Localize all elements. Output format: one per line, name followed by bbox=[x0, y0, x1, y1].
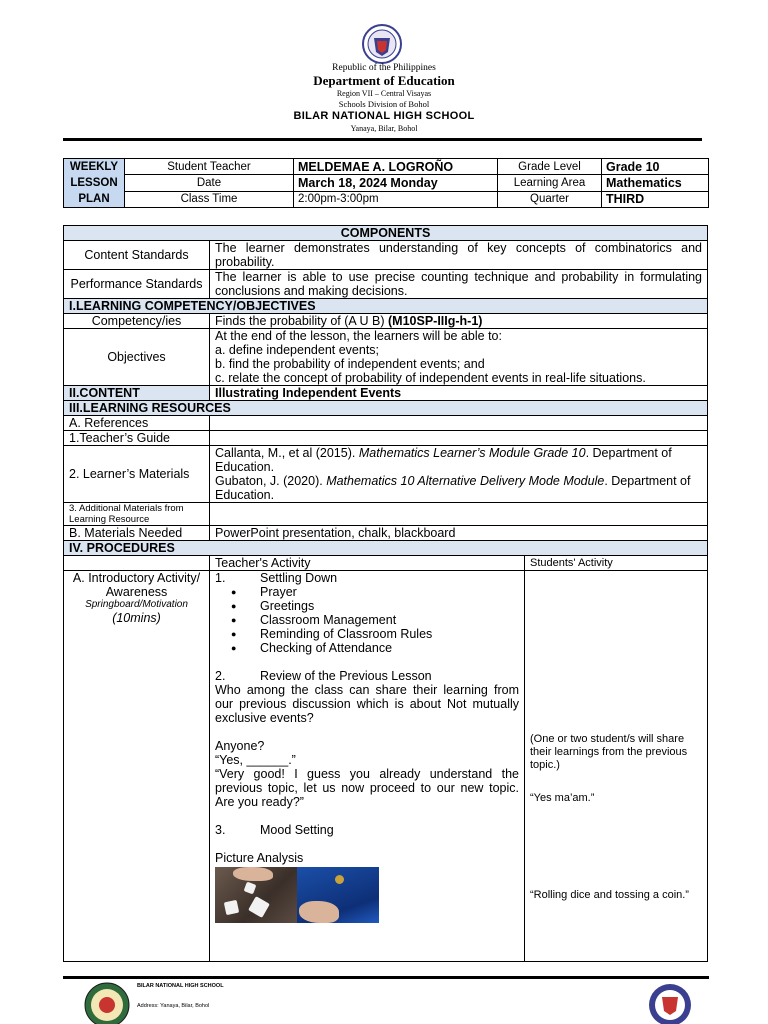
references-label: A. References bbox=[64, 416, 210, 431]
competency-text: Finds the probability of (A U B) (M10SP-IIIg-h-1) bbox=[210, 314, 708, 329]
introductory-activity-cell bbox=[64, 571, 210, 962]
section-content: II.CONTENT bbox=[64, 386, 210, 401]
quarter-value: THIRD bbox=[602, 191, 709, 207]
anyone-text: Anyone? bbox=[215, 739, 265, 753]
learning-area-label: Learning Area bbox=[498, 175, 602, 191]
grade-level-value: Grade 10 bbox=[602, 159, 709, 175]
teacher-activity-cell: 1. Settling Down ● Prayer ● Greetings ● Classroom Management ● Reminding of Classroom Rules ● Checking of Attendance 2. Review of the Previous Lesson Who among the class can share their learning from our previous discussion which is about Not mutually exclusive events? Anyone? “Yes, ______.” “Very good! I guess you already understand the previous topic, let us now proceed to our new topic. Are you ready?” 3. Mood Setting Picture Analysis bbox=[210, 571, 525, 962]
student-response-2: “Yes ma’am.” bbox=[530, 792, 595, 804]
list-item: ● Greetings bbox=[231, 599, 519, 613]
step-settling-down: Settling Down bbox=[260, 571, 338, 585]
footer-divider bbox=[63, 976, 709, 979]
step-review: Review of the Previous Lesson bbox=[260, 669, 432, 683]
section-learning-resources: III.LEARNING RESOURCES bbox=[64, 401, 708, 416]
picture-analysis-label: Picture Analysis bbox=[215, 851, 304, 865]
intro-time: (10mins) bbox=[112, 611, 161, 625]
learners-materials-label: 2. Learner’s Materials bbox=[64, 446, 210, 503]
picture-analysis-images bbox=[215, 867, 519, 923]
footer-address: Address: Yanaya, Bilar, Bohol bbox=[137, 1003, 210, 1009]
tossing-coin-image bbox=[297, 867, 379, 923]
deped-seal-logo bbox=[357, 24, 407, 64]
section-procedures: IV. PROCEDURES bbox=[64, 541, 708, 556]
header-divider bbox=[63, 138, 702, 141]
student-teacher-value: MELDEMAE A. LOGROÑO bbox=[294, 159, 498, 175]
student-response-3: “Rolling dice and tossing a coin.” bbox=[530, 889, 689, 901]
additional-materials-label: 3. Additional Materials from Learning Resource bbox=[64, 503, 210, 526]
republic-line: Republic of the Philippines bbox=[332, 63, 436, 73]
objectives-label: Objectives bbox=[64, 329, 210, 386]
students-activity-cell bbox=[525, 571, 708, 962]
school-seal-logo bbox=[76, 981, 138, 1024]
content-topic: Illustrating Independent Events bbox=[210, 386, 708, 401]
content-standards-text: The learner demonstrates understanding of key concepts of combinatorics and probability. bbox=[210, 241, 708, 270]
student-response-1: (One or two student/s will share their learnings from the previous topic.) bbox=[530, 733, 688, 771]
list-item: ● Classroom Management bbox=[231, 613, 519, 627]
settling-down-list bbox=[215, 585, 519, 655]
objectives-text: At the end of the lesson, the learners will be able to: a. define independent events; b. find the probability of independent events; and c. relate the concept of probability of independent events in real-life situations. bbox=[210, 329, 708, 386]
division-line: Schools Division of Bohol bbox=[338, 99, 430, 109]
class-time-value: 2:00pm-3:00pm bbox=[294, 191, 498, 207]
school-name: BILAR NATIONAL HIGH SCHOOL bbox=[293, 110, 475, 122]
section-learning-competency: I.LEARNING COMPETENCY/OBJECTIVES bbox=[64, 299, 708, 314]
very-good-text: “Very good! I guess you already understand the previous topic, let us now proceed to our new topic. Are you ready?” bbox=[215, 767, 519, 809]
introductory-activity-label: A. Introductory Activity/ Awareness bbox=[72, 571, 201, 599]
date-label: Date bbox=[125, 175, 294, 191]
lesson-plan-table bbox=[63, 225, 708, 962]
content-standards-label: Content Standards bbox=[64, 241, 210, 270]
weekly-lesson-plan-label: WEEKLY LESSON PLAN bbox=[64, 159, 125, 208]
region-line: Region VII – Central Visayas bbox=[336, 89, 432, 98]
student-teacher-label: Student Teacher bbox=[125, 159, 294, 175]
performance-standards-label: Performance Standards bbox=[64, 270, 210, 299]
department-title: Department of Education bbox=[313, 73, 455, 88]
list-item: ● Reminding of Classroom Rules bbox=[231, 627, 519, 641]
class-time-label: Class Time bbox=[125, 191, 294, 207]
deped-footer-logo bbox=[640, 981, 700, 1024]
list-item: ● Checking of Attendance bbox=[231, 641, 519, 655]
footer-school-name: BILAR NATIONAL HIGH SCHOOL bbox=[137, 983, 224, 989]
yes-blank-text: “Yes, ______.” bbox=[215, 753, 296, 767]
lesson-info-table bbox=[63, 158, 709, 208]
learning-area-value: Mathematics bbox=[602, 175, 709, 191]
quarter-label: Quarter bbox=[498, 191, 602, 207]
components-heading: COMPONENTS bbox=[64, 226, 708, 241]
rolling-dice-image bbox=[215, 867, 297, 923]
competency-label: Competency/ies bbox=[64, 314, 210, 329]
teachers-activity-heading: Teacher's Activity bbox=[210, 556, 525, 571]
step-mood-setting: Mood Setting bbox=[260, 823, 334, 837]
materials-needed-label: B. Materials Needed bbox=[64, 526, 210, 541]
students-activity-heading: Students' Activity bbox=[525, 556, 708, 571]
review-question: Who among the class can share their learning from our previous discussion which is about Not mutually exclusive events? bbox=[215, 683, 519, 725]
performance-standards-text: The learner is able to use precise counting technique and probability in formulating conclusions and making decisions. bbox=[210, 270, 708, 299]
grade-level-label: Grade Level bbox=[498, 159, 602, 175]
materials-needed-text: PowerPoint presentation, chalk, blackboard bbox=[210, 526, 708, 541]
springboard-label: Springboard/Motivation bbox=[85, 599, 188, 610]
list-item: ● Prayer bbox=[231, 585, 519, 599]
date-value: March 18, 2024 Monday bbox=[294, 175, 498, 191]
school-address: Yanaya, Bilar, Bohol bbox=[350, 124, 418, 133]
teachers-guide-label: 1.Teacher’s Guide bbox=[64, 431, 210, 446]
learners-materials-text: Callanta, M., et al (2015). Mathematics Learner’s Module Grade 10. Department of Education. Gubaton, J. (2020). Mathematics 10 Alternative Delivery Mode Module. Department of Education. bbox=[210, 446, 708, 503]
